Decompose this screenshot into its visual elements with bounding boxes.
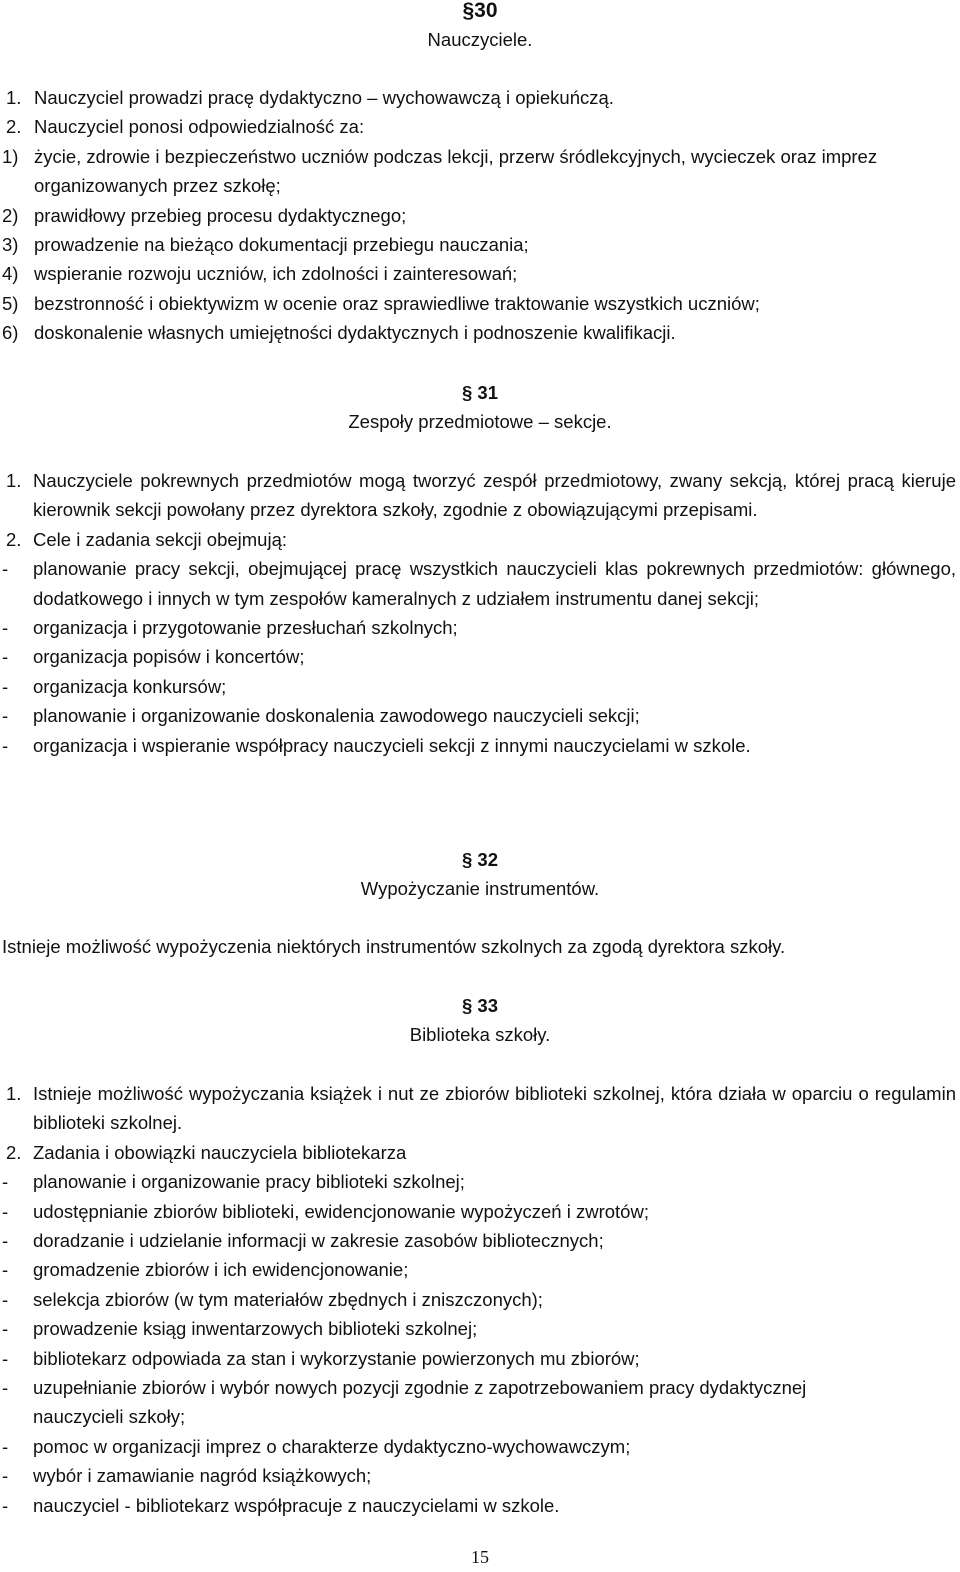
bullet-dash: - [2,1494,9,1516]
item-text: życie, zdrowie i bezpieczeństwo uczniów podczas lekcji, przerw śródlekcyjnych, wycieczek oraz imprez organizowanych przez szkołę; [34,145,878,197]
bullet-text: doradzanie i udzielanie informacji w zakresie zasobów bibliotecznych; [33,1230,604,1252]
list-item [0,259,960,288]
bullet-dash: - [2,617,9,639]
bullet-dash: - [2,734,9,756]
list-item [0,318,960,347]
section-31 [0,378,960,436]
bullet-text: selekcja zbiorów (w tym materiałów zbędnych i zniszczonych); [33,1288,543,1310]
item-number: 2. [6,116,22,138]
bullet-item [0,642,960,671]
bullet-dash: - [2,646,9,668]
bullet-dash: - [2,675,9,697]
item-number: 1. [6,87,22,108]
item-text: Cele i zadania sekcji obejmują: [33,528,287,550]
section-30-body [0,83,960,348]
bullet-item [0,1344,960,1373]
section-32 [0,845,960,903]
bullet-dash: - [2,1200,9,1222]
bullet-item [0,1226,960,1255]
bullet-dash: - [2,1465,9,1487]
list-item [0,289,960,318]
bullet-text: uzupełnianie zbiorów i wybór nowych pozycji zgodnie z zapotrzebowaniem pracy dydaktycznej nauczycieli szkoły; [33,1377,807,1428]
item-number: 1. [6,1083,22,1104]
bullet-text: planowanie pracy sekcji, obejmującej pracę wszystkich nauczycieli klas pokrewnych przedmiotów: głównego, dodatkowego i innych w tym zespołów kameralnych z udziałem instrumentu danej sekcji; [33,558,956,609]
item-text: Zadania i obowiązki nauczyciela bibliotekarza [33,1141,407,1163]
item-number: 2. [6,1141,22,1163]
bullet-text: organizacja konkursów; [33,675,227,697]
item-text: doskonalenie własnych umiejętności dydaktycznych i podnoszenie kwalifikacji. [34,322,676,344]
bullet-text: organizacja popisów i koncertów; [33,646,305,668]
item-text: bezstronność i obiektywizm w ocenie oraz sprawiedliwe traktowanie wszystkich uczniów; [34,292,760,314]
item-text: Nauczyciel prowadzi pracę dydaktyczno – wychowawczą i opiekuńczą. [34,87,614,108]
section-33-number: § 33 [461,995,498,1016]
item-number: 5) [2,292,19,314]
section-30 [0,0,960,54]
section-31-number: § 31 [461,382,498,403]
item-number: 1) [2,145,19,167]
bullet-dash: - [2,1259,9,1281]
bullet-item [0,1314,960,1343]
section-32-body [0,932,960,961]
bullet-item [0,1167,960,1196]
section-32-number: § 32 [461,849,498,870]
bullet-item [0,1461,960,1490]
bullet-item [0,554,960,613]
bullet-text: nauczyciel - bibliotekarz współpracuje z nauczycielami w szkole. [33,1494,560,1516]
bullet-item [0,1432,960,1461]
bullet-dash: - [2,705,9,727]
section-32-title: Wypożyczanie instrumentów. [360,878,600,899]
bullet-text: prowadzenie ksiąg inwentarzowych biblioteki szkolnej; [33,1318,478,1340]
item-text: prawidłowy przebieg procesu dydaktycznego; [34,204,407,226]
bullet-text: planowanie i organizowanie pracy biblioteki szkolnej; [33,1171,465,1193]
section-33 [0,991,960,1049]
bullet-item [0,1373,960,1432]
item-text: Istnieje możliwość wypożyczania książek i nut ze zbiorów biblioteki szkolnej, która działa w oparciu o regulamin biblioteki szkolnej. [33,1083,956,1134]
bullet-dash: - [2,1377,9,1399]
list-item [0,525,960,554]
bullet-item [0,1285,960,1314]
section-31-title: Zespoły przedmiotowe – sekcje. [348,411,612,432]
list-item [0,201,960,230]
section-33-title: Biblioteka szkoły. [409,1024,551,1045]
list-item [0,83,960,112]
bullet-text: bibliotekarz odpowiada za stan i wykorzystanie powierzonych mu zbiorów; [33,1347,640,1369]
page-number: 15 [471,1547,489,1567]
item-text: prowadzenie na bieżąco dokumentacji przebiegu nauczania; [34,234,529,256]
item-number: 2. [6,528,22,550]
bullet-item [0,731,960,760]
item-text: Nauczyciele pokrewnych przedmiotów mogą tworzyć zespół przedmiotowy, zwany sekcją, której pracą kieruje kierownik sekcji powołany przez dyrektora szkoły, zgodnie z obowiązującymi przepisami. [33,470,956,521]
item-text: wspieranie rozwoju uczniów, ich zdolności i zainteresowań; [34,263,518,285]
bullet-item [0,1255,960,1284]
section-30-number: §30 [462,0,498,22]
bullet-dash: - [2,1347,9,1369]
list-item [0,112,960,141]
item-text: Nauczyciel ponosi odpowiedzialność za: [34,116,365,138]
section-32-text: Istnieje możliwość wypożyczenia niektórych instrumentów szkolnych za zgodą dyrektora szkoły. [2,936,786,957]
list-item [0,466,960,525]
bullet-text: udostępnianie zbiorów biblioteki, ewidencjonowanie wypożyczeń i zwrotów; [33,1200,649,1222]
bullet-item [0,672,960,701]
bullet-item [0,613,960,642]
bullet-dash: - [2,1288,9,1310]
section-31-body [0,466,960,760]
bullet-text: pomoc w organizacji imprez o charakterze dydaktyczno-wychowawczym; [33,1435,631,1457]
item-number: 6) [2,322,19,344]
section-30-title: Nauczyciele. [427,29,533,50]
bullet-item [0,701,960,730]
bullet-text: gromadzenie zbiorów i ich ewidencjonowanie; [33,1259,409,1281]
list-item [0,1079,960,1138]
bullet-text: organizacja i wspieranie współpracy nauczycieli sekcji z innymi nauczycielami w szkole. [33,734,751,756]
item-number: 1. [6,470,22,491]
list-item [0,142,960,201]
bullet-item [0,1491,960,1520]
bullet-dash: - [2,558,9,580]
section-33-body [0,1079,960,1520]
bullet-dash: - [2,1171,9,1193]
bullet-text: planowanie i organizowanie doskonalenia zawodowego nauczycieli sekcji; [33,705,640,727]
item-number: 3) [2,234,19,256]
bullet-dash: - [2,1230,9,1252]
bullet-item [0,1197,960,1226]
item-number: 2) [2,204,19,226]
bullet-text: organizacja i przygotowanie przesłuchań szkolnych; [33,617,458,639]
item-number: 4) [2,263,19,285]
list-item [0,1138,960,1167]
bullet-text: wybór i zamawianie nagród książkowych; [33,1465,372,1487]
bullet-dash: - [2,1318,9,1340]
bullet-dash: - [2,1435,9,1457]
list-item [0,230,960,259]
